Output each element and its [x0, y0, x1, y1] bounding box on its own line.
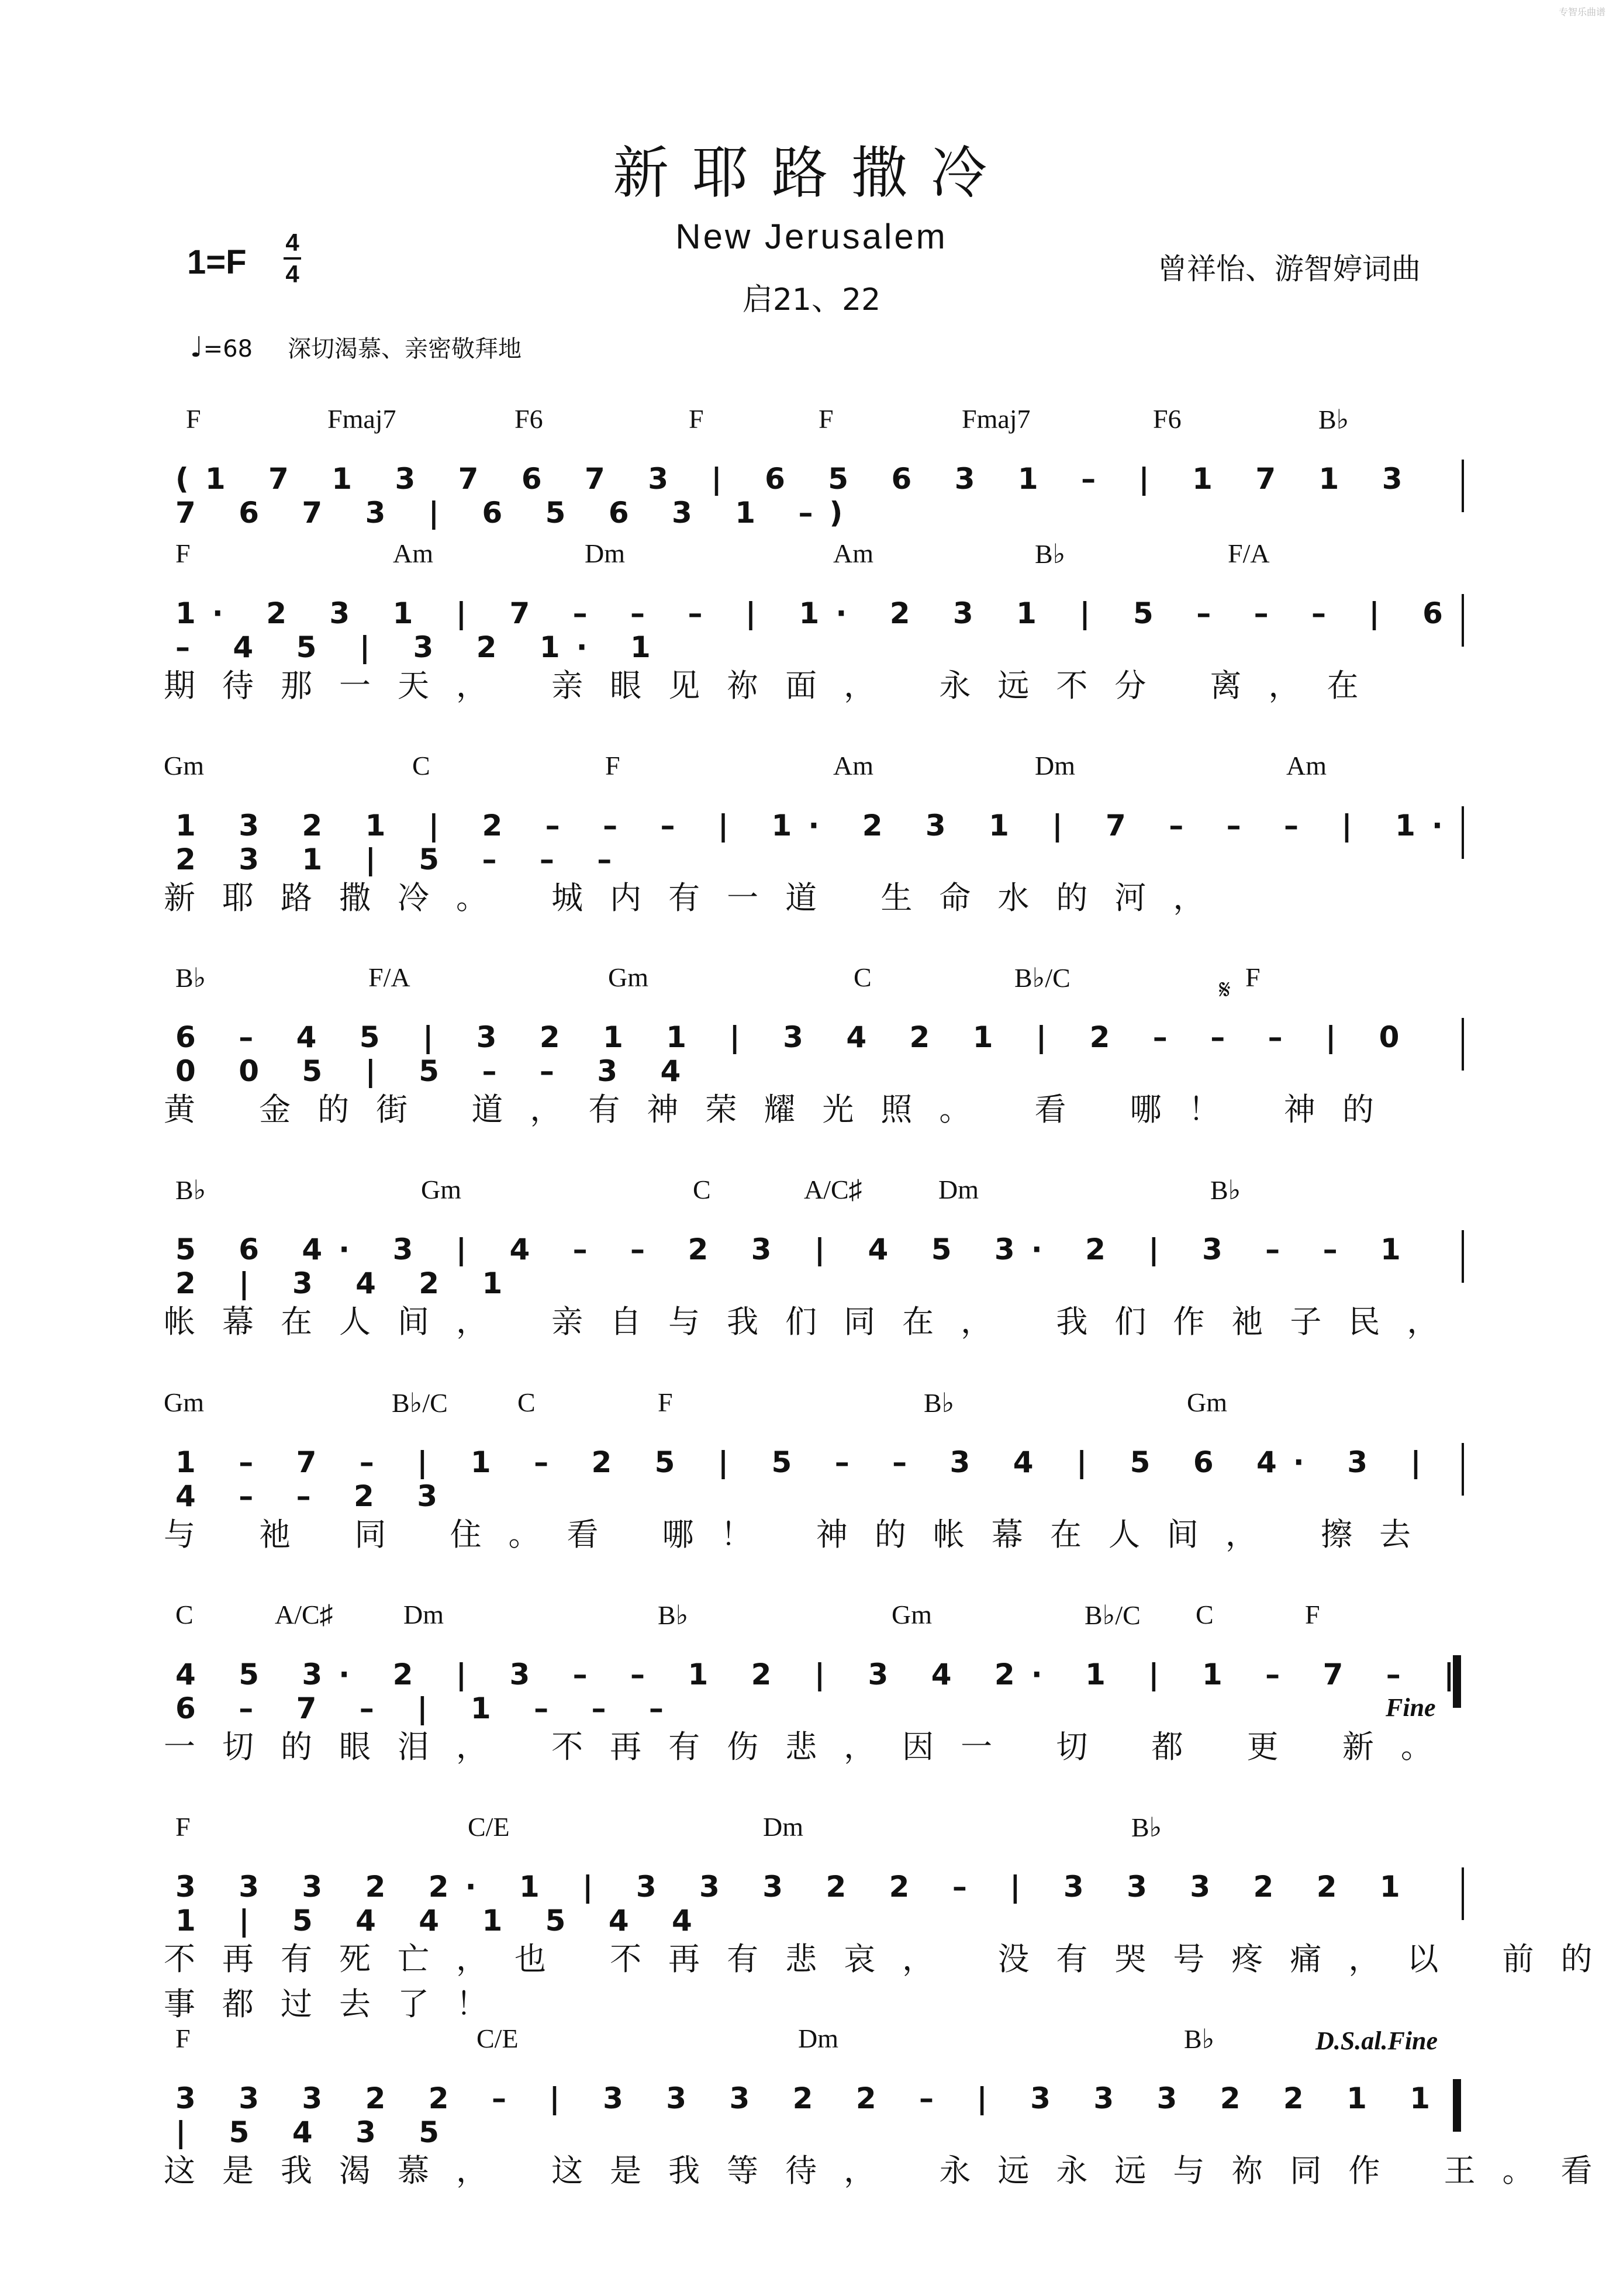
time-top: 4 — [285, 229, 299, 256]
lyrics-line: 这是我渴慕， 这是我等待， 永远永远与祢同作 王。看 — [164, 2152, 1619, 2189]
scripture-reference: 启21、22 — [742, 282, 881, 317]
jianpu-notes: 3 3 3 2 2 – | 3 3 3 2 2 – | 3 3 3 2 2 1 1 | 5 4 3 5 — [175, 2081, 1447, 2149]
chord-label: F — [1305, 1600, 1320, 1629]
staff-system-7 — [0, 1599, 1623, 1774]
staff-system-9 — [0, 2023, 1623, 2198]
chord-label: B♭ — [1210, 1175, 1241, 1205]
final-barline — [1453, 1655, 1461, 1708]
barline — [1462, 1443, 1464, 1496]
chord-label: Gm — [164, 751, 204, 781]
chord-label: Dm — [763, 1812, 803, 1842]
chord-label: C — [175, 1600, 194, 1629]
song-title: 新耶路撒冷 — [613, 140, 1010, 206]
chord-label: B♭ — [1035, 539, 1066, 569]
performance-style: 深切渴慕、亲密敬拜地 — [288, 336, 522, 362]
chord-label: C — [693, 1175, 711, 1204]
chord-label: A/C♯ — [804, 1175, 862, 1204]
notation-line — [164, 2070, 1473, 2149]
lyrics-line: 一切的眼泪， 不再有伤悲，因一 切 都 更 新。 — [164, 1728, 1459, 1765]
staff-system-6 — [0, 1387, 1623, 1562]
barline — [1462, 460, 1464, 512]
watermark: 专智乐曲谱 — [1558, 6, 1605, 18]
barline — [1462, 1867, 1464, 1920]
staff-system-8 — [0, 1811, 1623, 2022]
chord-label: B♭/C — [1085, 1600, 1141, 1630]
chord-label: Gm — [164, 1387, 204, 1417]
chord-label: B♭ — [1184, 2024, 1215, 2054]
chord-label: F — [658, 1387, 673, 1417]
ds-al-fine-marking: D.S.al.Fine — [1315, 2026, 1438, 2055]
staff-system-3 — [0, 750, 1623, 926]
barline — [1462, 1230, 1464, 1283]
chord-label: Gm — [421, 1175, 461, 1204]
chord-label: F — [819, 404, 834, 434]
chord-label: B♭ — [1318, 405, 1349, 434]
lyrics-line: 期待那一天， 亲眼见祢面， 永远不分 离，在 — [164, 667, 1386, 704]
jianpu-notes: 4 5 3· 2 | 3 – – 1 2 | 3 4 2· 1 | 1 – 7 – | 6 – 7 – | 1 – – – — [175, 1658, 1471, 1725]
jianpu-notes: 1 – 7 – | 1 – 2 5 | 5 – – 3 4 | 5 6 4· 3 | 4 – – 2 3 — [175, 1445, 1438, 1513]
chord-label: F/A — [368, 962, 410, 992]
chord-label: Dm — [938, 1175, 979, 1204]
chord-label: C — [854, 962, 872, 992]
notation-line — [164, 450, 1473, 530]
chord-label: Am — [1286, 751, 1327, 781]
fine-marking: Fine — [1386, 1693, 1436, 1722]
time-bottom: 4 — [285, 260, 299, 288]
chord-label: C — [517, 1387, 536, 1417]
chord-label: F6 — [514, 404, 543, 434]
barline — [1462, 1018, 1464, 1071]
chord-label: B♭ — [658, 1600, 689, 1630]
notation-line — [164, 797, 1473, 876]
jianpu-notes: (1 7 1 3 7 6 7 3 | 6 5 6 3 1 – | 1 7 1 3 7 6 7 3 | 6 5 6 3 1 –) — [175, 462, 1419, 530]
barline — [1462, 806, 1464, 859]
chord-label: F — [175, 1812, 191, 1842]
chord-label: B♭/C — [1014, 963, 1071, 993]
chord-label: F6 — [1153, 404, 1182, 434]
tempo-value: =68 — [203, 336, 253, 362]
chord-label: F — [1245, 962, 1261, 992]
chord-label: F — [175, 538, 191, 568]
chord-label: Dm — [403, 1600, 444, 1629]
notation-line — [164, 1221, 1473, 1300]
quarter-note-icon: ♩ — [190, 331, 203, 364]
time-signature — [284, 229, 301, 288]
chord-label: Am — [393, 538, 433, 568]
chord-label: Gm — [608, 962, 648, 992]
jianpu-notes: 6 – 4 5 | 3 2 1 1 | 3 4 2 1 | 2 – – – | 0 0 0 5 | 5 – – 3 4 — [175, 1020, 1416, 1088]
staff-system-2 — [0, 538, 1623, 713]
chord-label: C/E — [476, 2024, 519, 2053]
notation-line — [164, 585, 1473, 664]
lyrics-line: 帐幕在人间， 亲自与我们同在， 我们作祂子民， — [164, 1303, 1466, 1340]
chord-label: Fmaj7 — [327, 404, 396, 434]
chord-label: Gm — [892, 1600, 932, 1629]
tempo-marking — [190, 330, 522, 364]
barline — [1462, 594, 1464, 647]
chord-label: F — [175, 2024, 191, 2053]
jianpu-notes: 1 3 2 1 | 2 – – – | 1· 2 3 1 | 7 – – – | 1· 2 3 1 | 5 – – – — [175, 809, 1459, 876]
song-subtitle: New Jerusalem — [675, 217, 948, 256]
chord-label: F — [605, 751, 620, 781]
time-divider — [284, 257, 301, 260]
lyrics-line: 不再有死亡，也 不再有悲哀， 没有哭号疼痛，以 前的事都过去了！ — [164, 1941, 1619, 2022]
chord-label: F — [186, 404, 201, 434]
chord-label: C — [412, 751, 430, 781]
chord-label: C/E — [468, 1812, 510, 1842]
staff-system-5 — [0, 1174, 1623, 1349]
chord-label: F/A — [1228, 538, 1270, 568]
key-signature: 1=F — [187, 243, 247, 281]
lyrics-line: 新耶路撒冷。 城内有一道 生命水的河， — [164, 879, 1232, 916]
chord-label: A/C♯ — [275, 1600, 333, 1629]
author-credit: 曾祥怡、游智婷词曲 — [1158, 252, 1421, 286]
segno-icon: 𝄋 — [1219, 973, 1231, 1005]
chord-label: B♭ — [1131, 1812, 1162, 1842]
lyrics-line: 黄 金的街 道，有神荣耀光照。 看 哪！ 神的 — [164, 1091, 1401, 1128]
lyrics-line: 与 祂 同 住。看 哪！ 神的帐幕在人间， 擦去 — [164, 1516, 1438, 1553]
jianpu-notes: 3 3 3 2 2· 1 | 3 3 3 2 2 – | 3 3 3 2 2 1 1 | 5 4 4 1 5 4 4 — [175, 1870, 1417, 1938]
staff-system-4 — [0, 962, 1623, 1137]
chord-label: B♭/C — [392, 1388, 448, 1418]
chord-label: Am — [833, 538, 873, 568]
jianpu-notes: 1· 2 3 1 | 7 – – – | 1· 2 3 1 | 5 – – – | 6 – 4 5 | 3 2 1· 1 — [175, 596, 1459, 664]
chord-label: Am — [833, 751, 873, 781]
chord-label: Dm — [1035, 751, 1075, 781]
notation-line — [164, 1434, 1473, 1513]
repeat-barline — [1453, 2079, 1461, 2132]
chord-label: B♭ — [175, 963, 206, 993]
chord-label: B♭ — [924, 1388, 955, 1418]
chord-label: Fmaj7 — [962, 404, 1031, 434]
chord-label: Gm — [1187, 1387, 1227, 1417]
chord-label: C — [1196, 1600, 1214, 1629]
chord-label: Dm — [798, 2024, 838, 2053]
jianpu-notes: 5 6 4· 3 | 4 – – 2 3 | 4 5 3· 2 | 3 – – 1 2 | 3 4 2 1 — [175, 1232, 1417, 1300]
chord-label: B♭ — [175, 1175, 206, 1205]
chord-label: Dm — [585, 538, 625, 568]
notation-line — [164, 1009, 1473, 1088]
chord-label: F — [689, 404, 704, 434]
notation-line — [164, 1858, 1473, 1938]
